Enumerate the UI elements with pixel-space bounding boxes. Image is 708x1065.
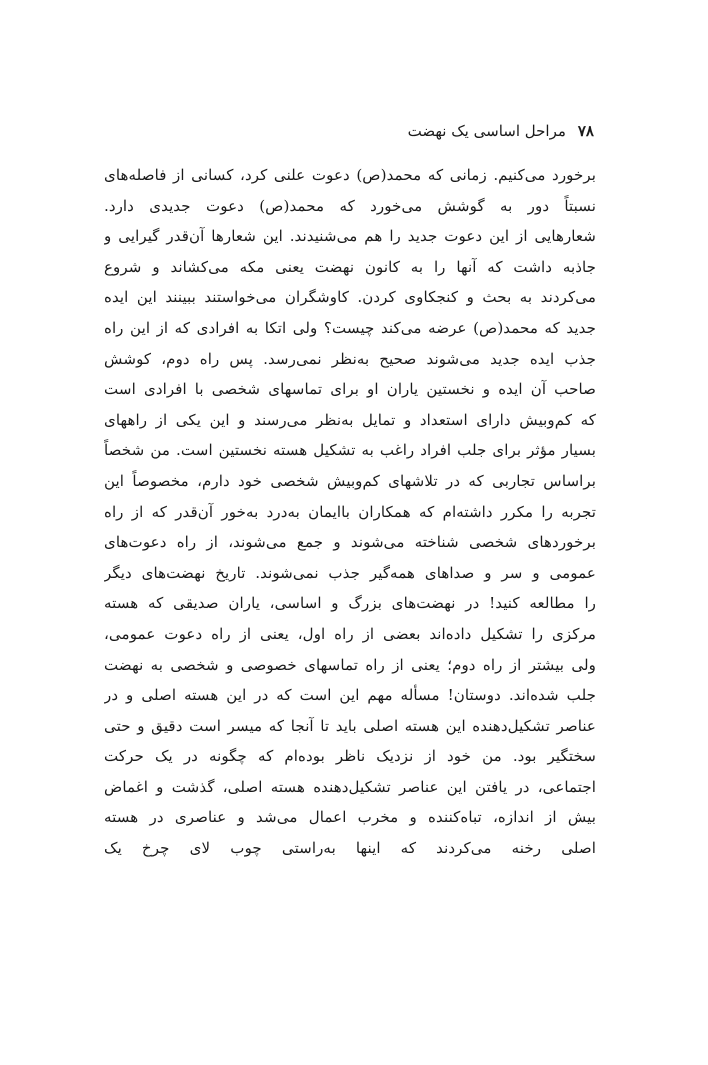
- text-line: جدید که محمد(ص) عرضه می‌کند چیست؟ ولی اتکا به افرادی که از این راه: [104, 318, 596, 337]
- text-line: جذب ایده جدید می‌شوند صحیح به‌نظر نمی‌رسد. پس راه دوم، کوشش: [104, 349, 596, 368]
- text-line: برخوردهای شخصی شناخته می‌شوند و جمع می‌شوند، از راه دعوت‌های: [104, 533, 596, 552]
- text-line: جلب شده‌اند. دوستان! مسأله مهم این است که در این هسته اصلی و در: [104, 686, 596, 705]
- body-text: [104, 160, 596, 864]
- text-line: که کم‌وبیش دارای استعداد و تمایل به‌نظر می‌رسند و این یکی از راههای: [104, 410, 596, 429]
- page-number: ۷۸: [577, 122, 594, 140]
- text-line: تجربه را مکرر داشته‌ام که همکاران باایمان به‌درد به‌خور آن‌قدر که از راه: [104, 502, 596, 521]
- running-header: [104, 118, 594, 144]
- text-line: سختگیر بود. من خود از نزدیک ناظر بوده‌ام که چگونه در یک حرکت: [104, 747, 596, 766]
- chapter-title: مراحل اساسی یک نهضت: [407, 122, 566, 140]
- text-line: عناصر تشکیل‌دهنده این هسته اصلی باید تا آنجا که میسر است دقیق و حتی: [104, 716, 596, 735]
- text-line: اجتماعی، در یافتن این عناصر تشکیل‌دهنده هسته اصلی، گذشت و اغماض: [104, 777, 596, 796]
- text-line: براساس تجاربی که در تلاشهای کم‌وبیش شخصی خود دارم، مخصوصاً این: [104, 471, 596, 490]
- text-line: عمومی و سر و صداهای همه‌گیر جذب نمی‌شوند. تاریخ نهضت‌های دیگر: [104, 563, 596, 582]
- text-line: ولی بیشتر از راه دوم؛ یعنی از راه تماسهای خصوصی و شخصی به نهضت: [104, 655, 596, 674]
- text-line: برخورد می‌کنیم. زمانی که محمد(ص) دعوت علنی کرد، کسانی از فاصله‌های: [104, 166, 596, 184]
- text-line: صاحب آن ایده و نخستین یاران او برای تماسهای شخصی با افرادی است: [104, 380, 596, 399]
- text-line: اصلی رخنه می‌کردند که اینها به‌راستی چوب لای چرخ یک: [104, 839, 596, 858]
- text-line: جاذبه داشت که آنها را به کانون نهضت یعنی مکه می‌کشاند و شروع: [104, 257, 596, 276]
- text-line: بسیار مؤثر برای جلب افراد راغب به تشکیل هسته نخستین است. من شخصاً: [104, 441, 596, 460]
- text-line: مرکزی را تشکیل داده‌اند بعضی از راه اول، یعنی از راه دعوت عمومی،: [104, 624, 596, 643]
- text-line: می‌کردند به بحث و کنجکاوی کردن. کاوشگران می‌خواستند ببینند این ایده: [104, 288, 596, 307]
- text-line: شعارهایی از این دعوت جدید را هم می‌شنیدند. این شعارها آن‌قدر گیرایی و: [104, 227, 596, 246]
- text-line: را مطالعه کنید! در نهضت‌های بزرگ و اساسی، یاران صدیقی که هسته: [104, 594, 596, 613]
- text-line: بیش از اندازه، تباه‌کننده و مخرب اعمال می‌شد و عناصری در هسته: [104, 808, 596, 827]
- text-line: نسبتاً دور به گوشش می‌خورد که محمد(ص) دعوت جدیدی دارد.: [104, 196, 596, 215]
